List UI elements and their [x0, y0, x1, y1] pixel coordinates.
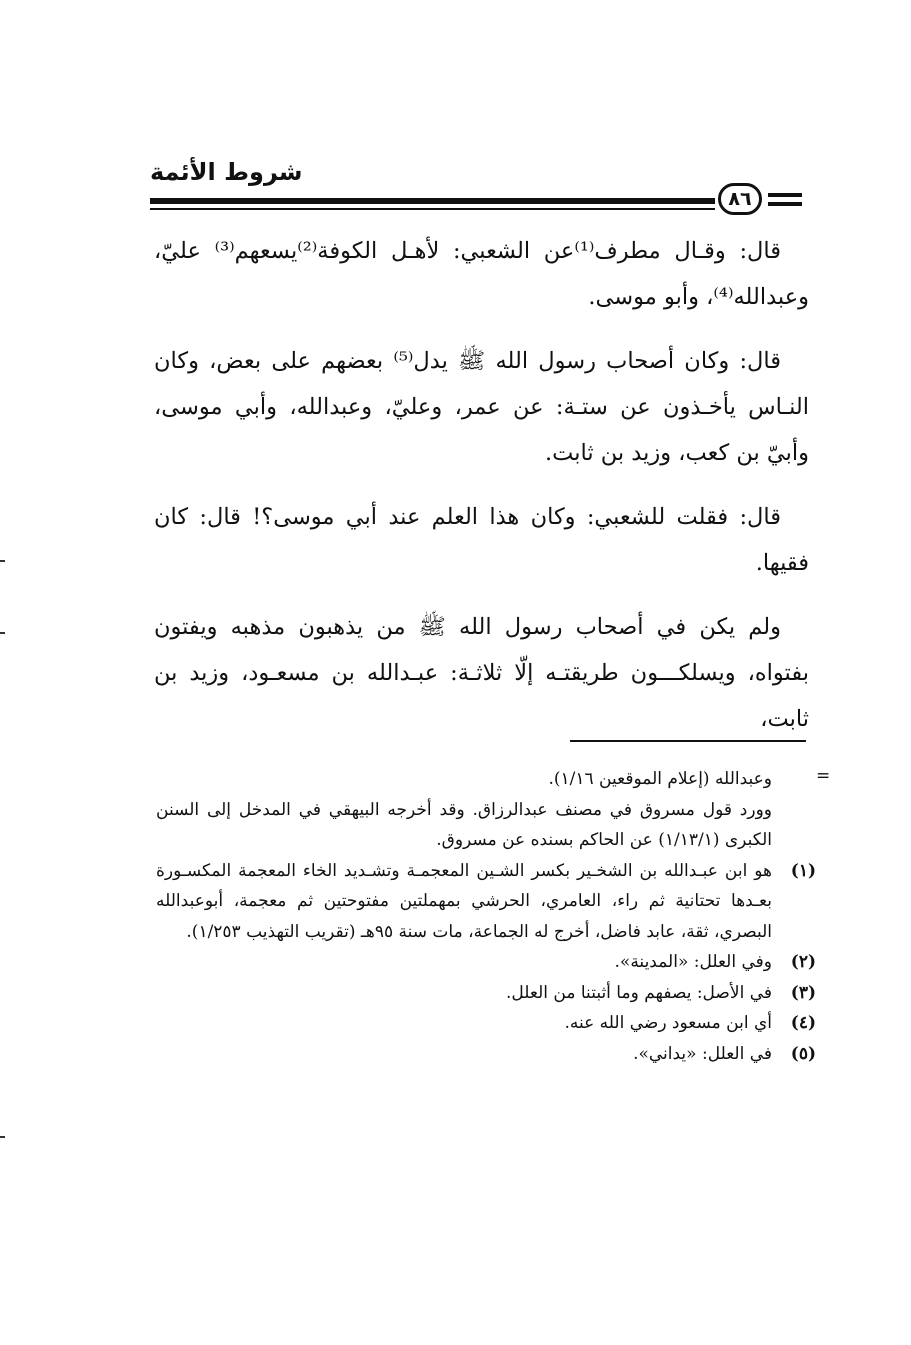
badge-ornament-line: [768, 202, 802, 206]
footnote-text: هو ابن عبـدالله بن الشخـير بكسر الشـين المعجمـة وتشـديد الخاء المعجمة المكسـورة بعـدها تحتانية ثم راء، العامري، الحرشي بمهملتين مفتوحتين ثم معجمة، أبوعبدالله البصري، ثقة، عابد فاضل، أخرج له الجماعة، مات سنة ٩٥هـ (تقريب التهذيب ١/٢٥٣).: [156, 860, 772, 942]
paragraph: ولم يكن في أصحاب رسول الله ﷺ من يذهبون مذهبه ويفتون بفتواه، ويسلكـــون طريقتـه إلّا ثلاثـة: عبـدالله بن مسعـود، وزيد بن ثابت،: [154, 614, 809, 732]
running-title: شروط الأئمة: [150, 158, 303, 186]
footnote-item: [156, 947, 816, 978]
footnote-item: [156, 1008, 816, 1039]
scan-margin-mark: [0, 560, 5, 562]
header-rule-thick: [150, 198, 715, 204]
footnote-continuation: وعبدالله (إعلام الموقعين ١/١٦).: [548, 769, 772, 789]
footnote-text: وفي العلل: «المدينة».: [614, 952, 772, 972]
footnote-item: [156, 978, 816, 1009]
footnote-text: أي ابن مسعود رضي الله عنه.: [564, 1013, 772, 1033]
paragraph: قال: وقـال مطرف⁽¹⁾عن الشعبي: لأهـل الكوفة⁽²⁾يسعهم⁽³⁾ عليّ، وعبدالله⁽⁴⁾، وأبو موسى.: [154, 238, 809, 310]
paragraph: قال: وكان أصحاب رسول الله ﷺ يدل⁽⁵⁾ بعضهم على بعض، وكان النـاس يأخـذون عن ستـة: عن عمر، وعليّ، وعبدالله، وأبي موسى، وأبيّ بن كعب، وزيد بن ثابت.: [154, 348, 809, 466]
footnote-item: [156, 856, 816, 948]
paragraph: قال: فقلت للشعبي: وكان هذا العلم عند أبي موسى؟! قال: كان فقيها.: [154, 504, 809, 576]
footnote-number: (٣): [790, 982, 816, 1003]
footnote-number: (٥): [790, 1043, 816, 1064]
footnote-continuation: وورد قول مسروق في مصنف عبدالرزاق. وقد أخرجه البيهقي في المدخل إلى السنن الكبرى (١/١٣/١) عن الحاكم بسنده عن مسروق.: [156, 799, 772, 850]
footnote-item: [156, 1039, 816, 1070]
badge-ornament-line: [768, 193, 802, 197]
footnote-text: في الأصل: يصفهم وما أثبتنا من العلل.: [506, 982, 772, 1003]
page-number-badge: [718, 183, 762, 215]
footnote-separator: [570, 740, 806, 742]
footnote-number: (٤): [790, 1013, 816, 1033]
footnote-text: في العلل: «يداني».: [633, 1043, 772, 1064]
footnotes: [156, 764, 816, 1069]
scan-margin-mark: [0, 632, 5, 634]
scan-margin-mark: [0, 1136, 5, 1138]
footnote-number: (٢): [790, 952, 816, 972]
page-number: ٨٦: [728, 187, 752, 210]
header-rule-thin: [150, 208, 715, 210]
main-text: [154, 228, 809, 760]
footnote-continuation-mark: =: [816, 766, 831, 786]
footnote-number: (١): [790, 860, 816, 881]
